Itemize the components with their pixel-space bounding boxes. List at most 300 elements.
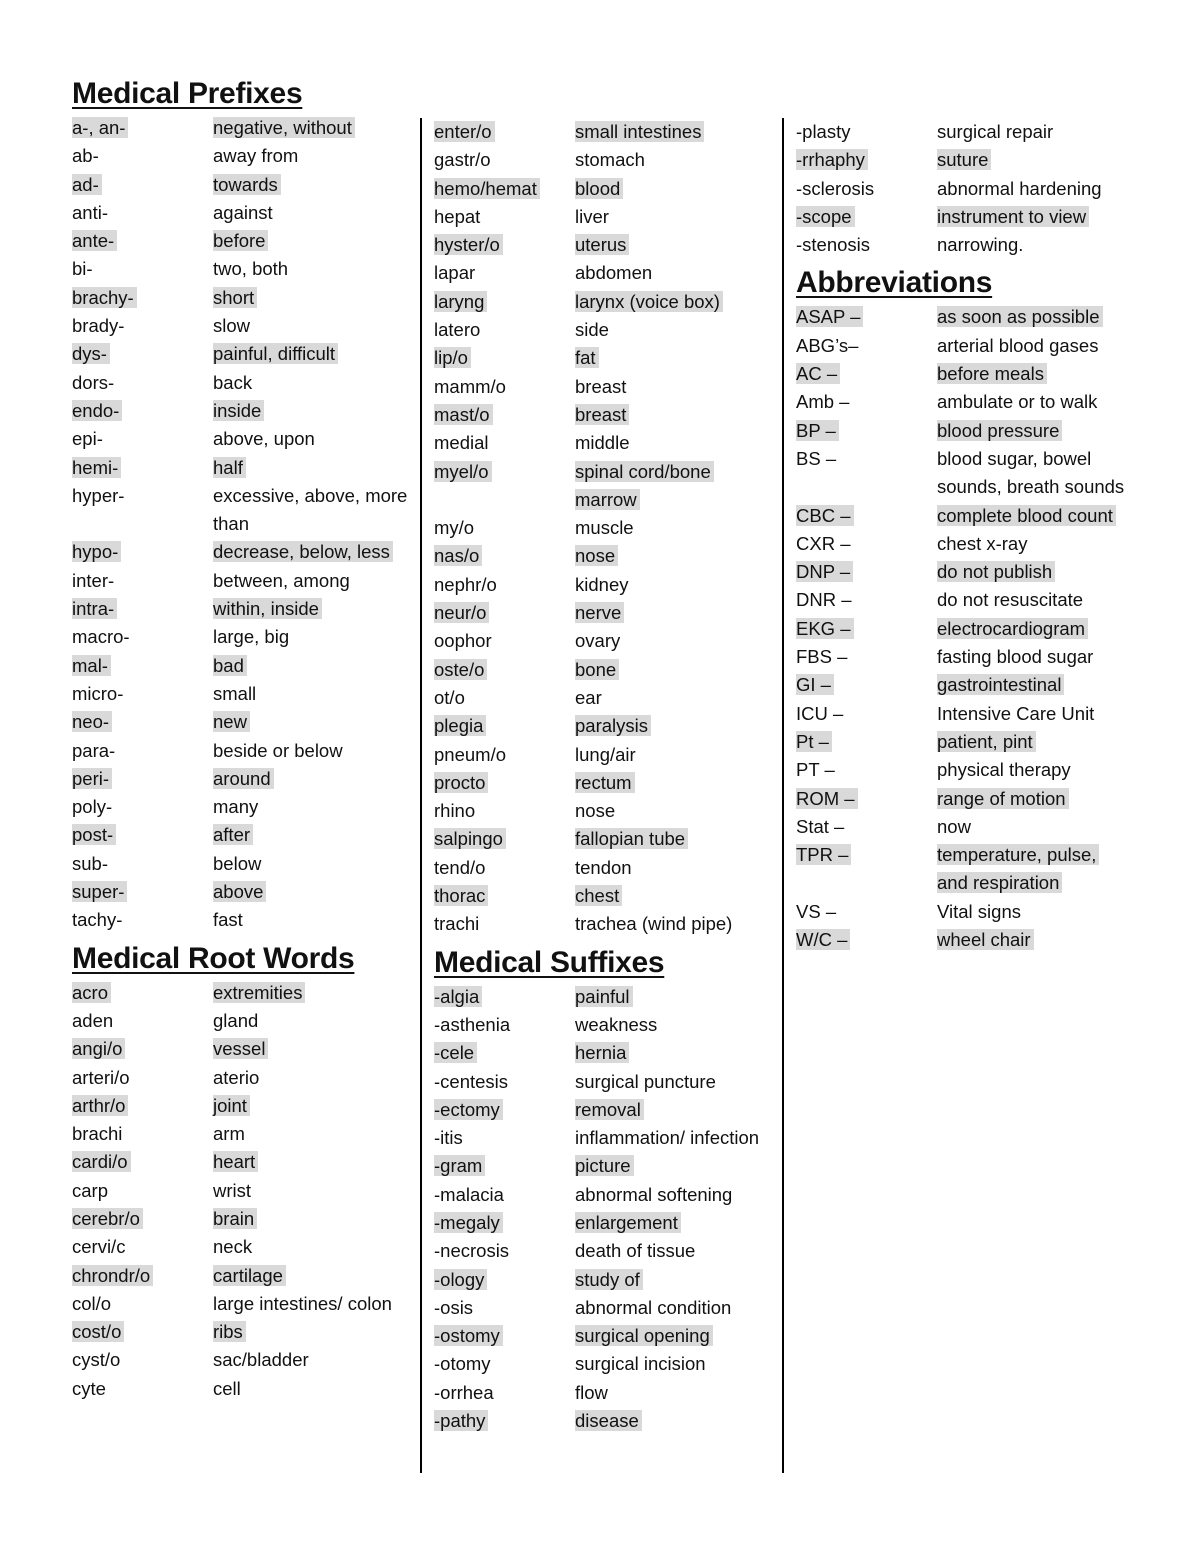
entry-definition-text: chest [575, 885, 622, 906]
entry-term [72, 793, 213, 821]
entry-term-text: neo- [72, 711, 112, 732]
entry-definition [213, 482, 412, 539]
entry-definition [575, 1124, 774, 1152]
entry-term [72, 1205, 213, 1233]
entry-definition-text: breast [575, 375, 627, 397]
glossary-entry [434, 1379, 774, 1407]
entry-definition-text: instrument to view [937, 206, 1089, 227]
glossary-entry [434, 1011, 774, 1039]
glossary-entry [72, 765, 412, 793]
entry-definition-text: side [575, 319, 609, 341]
entry-definition-text: around [213, 768, 274, 789]
entry-definition [937, 813, 1126, 841]
entry-definition [937, 417, 1126, 445]
entry-term-text: PT – [796, 759, 835, 781]
entry-term [72, 979, 213, 1007]
entry-term-text: tend/o [434, 856, 486, 878]
entry-term [72, 1346, 213, 1374]
entry-definition [213, 1148, 412, 1176]
entry-term [72, 255, 213, 283]
entry-term-text: chrondr/o [72, 1265, 153, 1286]
entry-definition-text: heart [213, 1151, 258, 1172]
entry-definition-text: extremities [213, 982, 305, 1003]
glossary-entry [72, 199, 412, 227]
entry-definition [575, 769, 774, 797]
suffixes-heading: Medical Suffixes [434, 945, 665, 979]
entry-definition [937, 175, 1126, 203]
entry-definition-text: above, upon [213, 428, 315, 450]
entry-definition-text: kidney [575, 573, 629, 595]
entry-definition [213, 227, 412, 255]
entry-term-text: col/o [72, 1292, 112, 1314]
entry-term-text: ASAP – [796, 306, 863, 327]
entry-term [796, 615, 937, 643]
entry-definition [213, 1092, 412, 1120]
entry-definition-text: sac/bladder [213, 1349, 309, 1371]
entry-term-text: enter/o [434, 121, 495, 142]
entry-term-text: aden [72, 1009, 114, 1031]
entry-term [796, 813, 937, 841]
glossary-entry [796, 841, 1126, 898]
entry-definition [213, 397, 412, 425]
glossary-entry [434, 797, 774, 825]
abbreviations-list [796, 303, 1126, 954]
entry-definition [213, 454, 412, 482]
entry-definition-text: hernia [575, 1042, 629, 1063]
entry-term [434, 571, 575, 599]
entry-definition-text: blood pressure [937, 420, 1062, 441]
glossary-entry [434, 1152, 774, 1180]
entry-term-text: anti- [72, 201, 108, 223]
entry-term [434, 429, 575, 457]
entry-term-text: bi- [72, 258, 93, 280]
entry-term [72, 595, 213, 623]
glossary-entry [72, 171, 412, 199]
entry-term-text: cyst/o [72, 1349, 121, 1371]
entry-term-text: tachy- [72, 909, 123, 931]
entry-term [72, 482, 213, 539]
entry-term [796, 231, 937, 259]
entry-definition-text: as soon as possible [937, 306, 1103, 327]
entry-term [72, 567, 213, 595]
glossary-entry [434, 571, 774, 599]
entry-term-text: laryng [434, 291, 487, 312]
entry-term-text: brachi [72, 1123, 123, 1145]
entry-definition-text: painful, difficult [213, 343, 338, 364]
glossary-entry [72, 906, 412, 934]
entry-definition [213, 538, 412, 566]
entry-definition-text: Intensive Care Unit [937, 702, 1095, 724]
entry-definition [575, 656, 774, 684]
entry-definition-text: joint [213, 1095, 250, 1116]
entry-definition-text: enlargement [575, 1212, 681, 1233]
entry-definition [575, 1011, 774, 1039]
entry-definition [213, 595, 412, 623]
entry-term [434, 1068, 575, 1096]
entry-definition [575, 571, 774, 599]
entry-definition [213, 652, 412, 680]
glossary-entry [796, 445, 1126, 502]
entry-term-text: macro- [72, 626, 130, 648]
entry-term-text: sub- [72, 852, 108, 874]
entry-term-text: intra- [72, 598, 117, 619]
entry-definition [937, 728, 1126, 756]
glossary-entry [796, 231, 1126, 259]
entry-definition-text: aterio [213, 1066, 260, 1088]
entry-term-text: plegia [434, 715, 486, 736]
entry-definition [213, 906, 412, 934]
entry-definition-text: weakness [575, 1013, 658, 1035]
entry-term-text: -megaly [434, 1212, 503, 1233]
entry-term-text: nephr/o [434, 573, 497, 595]
entry-definition-text: beside or below [213, 739, 343, 761]
entry-definition-text: half [213, 457, 246, 478]
column-3 [796, 118, 1126, 954]
entry-term [434, 231, 575, 259]
entry-term [434, 1096, 575, 1124]
entry-term [72, 397, 213, 425]
entry-definition-text: ovary [575, 630, 621, 652]
entry-definition [937, 671, 1126, 699]
entry-term-text: -asthenia [434, 1013, 511, 1035]
entry-term [434, 1011, 575, 1039]
entry-definition-text: gland [213, 1009, 259, 1031]
entry-definition [937, 926, 1126, 954]
entry-definition-text: electrocardiogram [937, 618, 1088, 639]
entry-definition [937, 118, 1126, 146]
glossary-entry [72, 595, 412, 623]
entry-term [72, 227, 213, 255]
entry-term [434, 1124, 575, 1152]
entry-term-text: -ectomy [434, 1099, 503, 1120]
glossary-entry [72, 142, 412, 170]
entry-definition [937, 898, 1126, 926]
entry-term [434, 627, 575, 655]
entry-definition-text: tendon [575, 856, 632, 878]
entry-term-text: BS – [796, 447, 837, 469]
entry-term [434, 1294, 575, 1322]
entry-term [434, 741, 575, 769]
entry-definition-text: spinal cord/bone marrow [575, 461, 714, 510]
entry-term-text: poly- [72, 796, 113, 818]
glossary-entry [72, 114, 412, 142]
glossary-entry [434, 1407, 774, 1435]
entry-definition [575, 797, 774, 825]
entry-term [434, 1266, 575, 1294]
glossary-entry [72, 340, 412, 368]
entry-definition-text: blood sugar, bowel sounds, breath sounds [937, 447, 1125, 498]
entry-definition [213, 1290, 412, 1318]
entry-term-text: trachi [434, 913, 480, 935]
entry-definition [575, 514, 774, 542]
entry-definition-text: arm [213, 1123, 245, 1145]
glossary-entry [72, 1290, 412, 1318]
entry-definition-text: below [213, 852, 262, 874]
entry-definition [937, 332, 1126, 360]
entry-term-text: inter- [72, 569, 115, 591]
entry-term [796, 360, 937, 388]
entry-definition [937, 615, 1126, 643]
glossary-entry [434, 203, 774, 231]
entry-term [72, 1148, 213, 1176]
entry-term-text: latero [434, 319, 481, 341]
entry-definition-text: neck [213, 1236, 253, 1258]
entry-term [72, 312, 213, 340]
entry-definition-text: inflammation/ infection [575, 1127, 760, 1149]
entry-term [434, 712, 575, 740]
entry-term-text: hemo/hemat [434, 178, 540, 199]
entry-term-text: -cele [434, 1042, 477, 1063]
glossary-entry [796, 203, 1126, 231]
entry-definition-text: arterial blood gases [937, 334, 1099, 356]
entry-term [796, 303, 937, 331]
glossary-entry [796, 700, 1126, 728]
entry-term-text: ICU – [796, 702, 844, 724]
suffixes-list-1 [434, 983, 774, 1436]
entry-definition [575, 203, 774, 231]
entry-term-text: cervi/c [72, 1236, 126, 1258]
entry-term [434, 288, 575, 316]
entry-definition [213, 1064, 412, 1092]
entry-term-text: salpingo [434, 828, 506, 849]
glossary-entry [434, 1039, 774, 1067]
glossary-entry [796, 558, 1126, 586]
entry-definition-text: abnormal softening [575, 1183, 733, 1205]
glossary-entry [796, 785, 1126, 813]
entry-definition-text: between, among [213, 569, 350, 591]
entry-term [72, 821, 213, 849]
glossary-entry [796, 303, 1126, 331]
entry-definition [575, 1068, 774, 1096]
entry-term-text: mal- [72, 655, 111, 676]
entry-term [434, 1350, 575, 1378]
entry-term [796, 558, 937, 586]
entry-term [434, 684, 575, 712]
entry-term [434, 373, 575, 401]
entry-definition [937, 388, 1126, 416]
entry-definition [575, 1350, 774, 1378]
entry-definition-text: large, big [213, 626, 290, 648]
entry-definition [575, 741, 774, 769]
root-words-list-2 [434, 118, 774, 939]
prefixes-heading: Medical Prefixes [72, 77, 303, 110]
glossary-entry [72, 482, 412, 539]
entry-definition [575, 1237, 774, 1265]
entry-definition-text: negative, without [213, 117, 355, 138]
glossary-entry [72, 1035, 412, 1063]
entry-definition [213, 369, 412, 397]
entry-term-text: angi/o [72, 1038, 125, 1059]
entry-term-text: AC – [796, 363, 840, 384]
entry-definition-text: fallopian tube [575, 828, 688, 849]
entry-definition [575, 712, 774, 740]
entry-definition-text: rectum [575, 772, 635, 793]
entry-term-text: super- [72, 881, 127, 902]
entry-term-text: cardi/o [72, 1151, 131, 1172]
entry-term-text: thorac [434, 885, 488, 906]
glossary-entry [796, 530, 1126, 558]
glossary-entry [796, 813, 1126, 841]
entry-term-text: EKG – [796, 618, 854, 639]
entry-term [72, 454, 213, 482]
entry-term [72, 906, 213, 934]
entry-term [796, 332, 937, 360]
glossary-entry [434, 712, 774, 740]
glossary-entry [434, 231, 774, 259]
entry-term-text: ot/o [434, 686, 465, 708]
entry-term [72, 1290, 213, 1318]
entry-term-text: hyster/o [434, 234, 503, 255]
entry-term [72, 680, 213, 708]
glossary-entry [434, 175, 774, 203]
entry-definition-text: complete blood count [937, 505, 1116, 526]
entry-term-text: -algia [434, 986, 482, 1007]
entry-term-text: -scope [796, 206, 855, 227]
entry-definition-text: do not resuscitate [937, 589, 1084, 611]
glossary-entry [434, 983, 774, 1011]
entry-term [796, 643, 937, 671]
entry-term [434, 1322, 575, 1350]
entry-definition-text: paralysis [575, 715, 651, 736]
entry-term-text: medial [434, 432, 489, 454]
entry-term [434, 514, 575, 542]
glossary-entry [434, 146, 774, 174]
entry-term-text: ad- [72, 174, 102, 195]
entry-definition-text: bad [213, 655, 247, 676]
entry-definition [213, 1375, 412, 1403]
entry-term-text: micro- [72, 682, 124, 704]
entry-definition [937, 502, 1126, 530]
entry-definition [937, 700, 1126, 728]
entry-term [72, 1318, 213, 1346]
entry-definition [937, 756, 1126, 784]
entry-term [434, 769, 575, 797]
entry-definition [575, 910, 774, 938]
entry-definition [213, 1120, 412, 1148]
entry-term-text: -malacia [434, 1183, 504, 1205]
entry-term-text: para- [72, 739, 116, 761]
entry-definition [937, 231, 1126, 259]
entry-term-text: VS – [796, 900, 837, 922]
entry-term-text: cost/o [72, 1321, 124, 1342]
entry-term [434, 1039, 575, 1067]
glossary-entry [434, 1124, 774, 1152]
entry-term [434, 1152, 575, 1180]
entry-term-text: ante- [72, 230, 117, 251]
entry-definition-text: short [213, 287, 257, 308]
entry-definition [575, 429, 774, 457]
glossary-entry [72, 737, 412, 765]
glossary-entry [796, 388, 1126, 416]
entry-definition [213, 1318, 412, 1346]
entry-definition [937, 303, 1126, 331]
entry-definition [575, 373, 774, 401]
entry-definition-text: brain [213, 1208, 257, 1229]
entry-definition-text: fast [213, 909, 243, 931]
glossary-entry [72, 397, 412, 425]
entry-definition-text: wheel chair [937, 929, 1034, 950]
entry-definition [575, 259, 774, 287]
column-divider-left [420, 118, 422, 1473]
entry-definition [937, 558, 1126, 586]
entry-term-text: CBC – [796, 505, 854, 526]
entry-term-text: arthr/o [72, 1095, 128, 1116]
glossary-entry [72, 425, 412, 453]
entry-term [796, 417, 937, 445]
entry-definition [937, 445, 1126, 502]
entry-definition [575, 458, 774, 515]
entry-definition-text: painful [575, 986, 633, 1007]
entry-definition-text: after [213, 824, 253, 845]
entry-definition-text: fat [575, 347, 599, 368]
entry-definition [213, 979, 412, 1007]
entry-term [434, 259, 575, 287]
entry-term [796, 728, 937, 756]
entry-term [72, 425, 213, 453]
glossary-entry [72, 284, 412, 312]
entry-term [72, 340, 213, 368]
glossary-entry [434, 882, 774, 910]
glossary-entry [434, 458, 774, 515]
entry-definition-text: decrease, below, less [213, 541, 393, 562]
entry-definition-text: larynx (voice box) [575, 291, 723, 312]
entry-term-text: my/o [434, 517, 475, 539]
glossary-entry [72, 708, 412, 736]
entry-term [434, 854, 575, 882]
entry-term [72, 199, 213, 227]
entry-definition [575, 231, 774, 259]
entry-definition [575, 146, 774, 174]
entry-term [434, 910, 575, 938]
entry-definition [213, 680, 412, 708]
entry-term-text: -stenosis [796, 234, 871, 256]
entry-definition [575, 1152, 774, 1180]
entry-term-text: endo- [72, 400, 122, 421]
entry-term-text: cerebr/o [72, 1208, 143, 1229]
entry-term-text: ABG’s– [796, 334, 859, 356]
glossary-entry [434, 1096, 774, 1124]
entry-term-text: -orrhea [434, 1381, 494, 1403]
entry-definition [213, 821, 412, 849]
entry-definition-text: inside [213, 400, 264, 421]
entry-term [434, 599, 575, 627]
glossary-entry [796, 360, 1126, 388]
glossary-entry [434, 769, 774, 797]
entry-definition [937, 643, 1126, 671]
entry-definition-text: against [213, 201, 273, 223]
entry-term [72, 878, 213, 906]
glossary-entry [434, 373, 774, 401]
entry-definition-text: above [213, 881, 266, 902]
entry-term-text: ROM – [796, 788, 858, 809]
glossary-entry [796, 728, 1126, 756]
glossary-entry [72, 227, 412, 255]
entry-definition [575, 1379, 774, 1407]
entry-definition-text: temperature, pulse, and respiration [937, 844, 1099, 893]
glossary-entry [434, 656, 774, 684]
entry-definition [213, 142, 412, 170]
glossary-entry [72, 1375, 412, 1403]
entry-definition-text: within, inside [213, 598, 322, 619]
entry-definition [213, 312, 412, 340]
entry-term [796, 785, 937, 813]
entry-term-text: acro [72, 982, 111, 1003]
entry-definition [213, 765, 412, 793]
glossary-entry [72, 1177, 412, 1205]
entry-term [72, 1007, 213, 1035]
entry-definition [575, 344, 774, 372]
entry-definition-text: range of motion [937, 788, 1069, 809]
